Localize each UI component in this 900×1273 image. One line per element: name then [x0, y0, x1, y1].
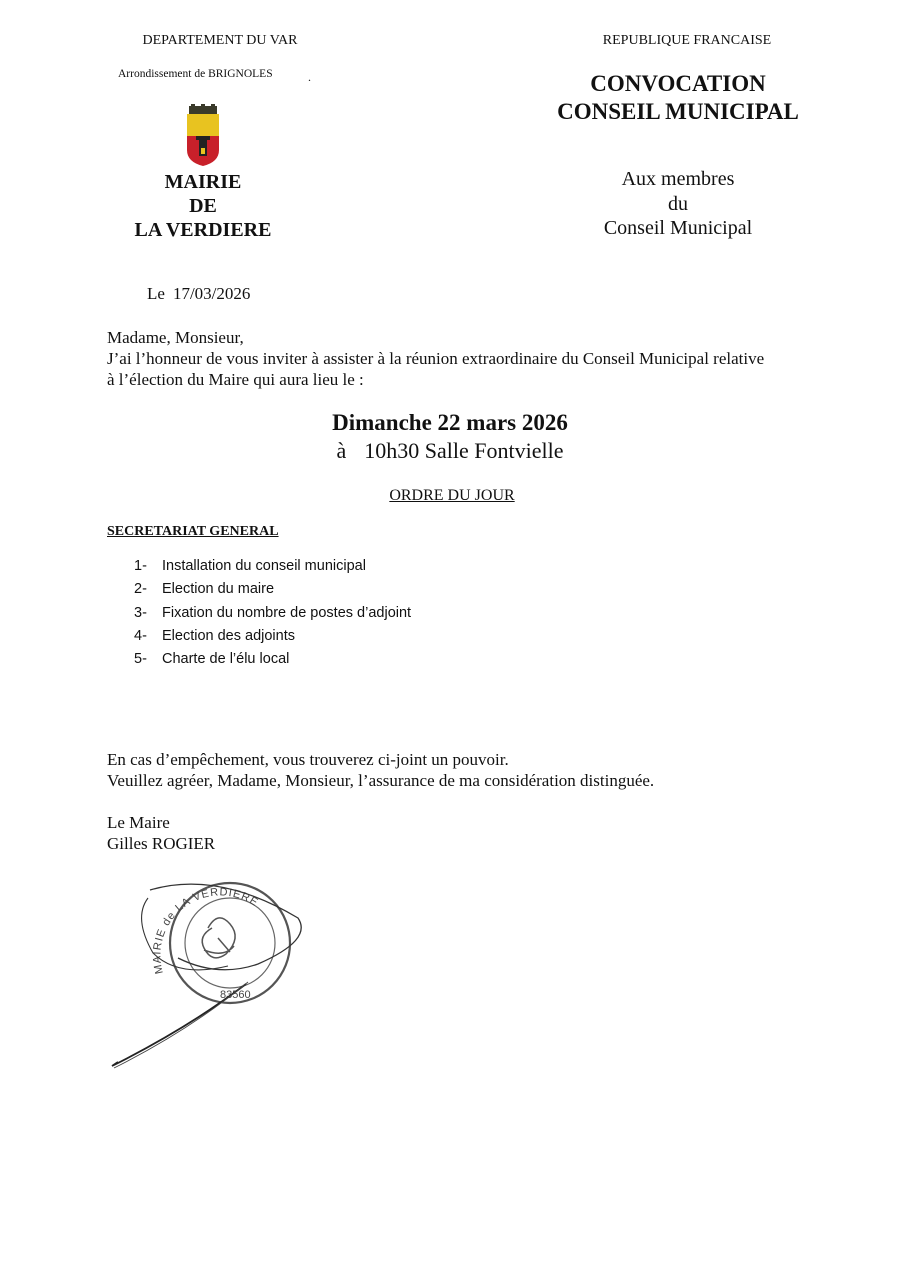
recipients-line: Conseil Municipal: [603, 217, 753, 239]
list-item: [134, 628, 411, 651]
letter-intro: [107, 327, 827, 390]
recipients-block: [568, 167, 788, 241]
item-number: 2-: [134, 581, 147, 598]
time-prefix: à: [336, 438, 347, 463]
letter-date: [147, 284, 250, 304]
list-item: [134, 558, 411, 581]
item-number: 3-: [134, 604, 147, 621]
recipients-line: Aux membres: [621, 168, 735, 190]
mairie-line: LA VERDIERE: [134, 219, 272, 241]
department-label: DEPARTEMENT DU VAR: [142, 33, 298, 48]
item-number: 4-: [134, 627, 147, 644]
signature-block: [107, 812, 215, 854]
stray-dot: .: [308, 70, 311, 84]
item-number: 5-: [134, 651, 147, 668]
closing-line: En cas d’empêchement, vous trouverez ci-joint un pouvoir.: [107, 750, 509, 769]
mairie-title: [103, 170, 303, 242]
list-item: [134, 651, 411, 674]
body-line: à l’élection du Maire qui aura lieu le :: [107, 370, 364, 389]
mairie-line: MAIRIE: [164, 171, 242, 193]
date-label: Le: [147, 284, 165, 303]
arrondissement-label: Arrondissement de BRIGNOLES: [118, 68, 273, 80]
svg-text:83560: 83560: [220, 989, 251, 1001]
greeting: Madame, Monsieur,: [107, 328, 244, 347]
document-title: [528, 70, 828, 126]
list-item: [134, 581, 411, 604]
date-value: 17/03/2026: [172, 284, 251, 303]
item-number: 1-: [134, 558, 147, 574]
mairie-line: DE: [189, 195, 217, 217]
recipients-line: du: [668, 192, 688, 215]
agenda-list: [134, 558, 411, 674]
svg-text:MAIRIE de LA VERDIERE: MAIRIE de LA VERDIERE: [151, 886, 261, 976]
signatory-name: Gilles ROGIER: [107, 834, 216, 853]
coat-of-arms-icon: [183, 104, 223, 166]
item-text: Election du maire: [162, 581, 275, 598]
title-line: CONSEIL MUNICIPAL: [557, 99, 799, 124]
agenda-section: SECRETARIAT GENERAL: [107, 524, 279, 539]
item-text: Installation du conseil municipal: [162, 558, 366, 574]
body-line: J’ai l’honneur de vous inviter à assister à la réunion extraordinaire du Conseil Municipal relative: [107, 349, 765, 368]
event-date: Dimanche 22 mars 2026: [332, 410, 568, 435]
list-item: [134, 605, 411, 628]
event-time-place: [0, 438, 900, 464]
title-line: CONVOCATION: [590, 71, 766, 96]
agenda-title: ORDRE DU JOUR: [389, 487, 515, 504]
republic-label: REPUBLIQUE FRANCAISE: [602, 33, 772, 48]
item-text: Election des adjoints: [162, 627, 295, 644]
item-text: Charte de l’élu local: [162, 651, 290, 668]
time-place: 10h30 Salle Fontvielle: [364, 438, 564, 463]
signatory-role: Le Maire: [107, 813, 170, 832]
closing-line: Veuillez agréer, Madame, Monsieur, l’assurance de ma considération distinguée.: [107, 771, 655, 790]
closing-block: [107, 749, 654, 791]
official-stamp-icon: [108, 878, 318, 1073]
item-text: Fixation du nombre de postes d’adjoint: [162, 604, 412, 621]
